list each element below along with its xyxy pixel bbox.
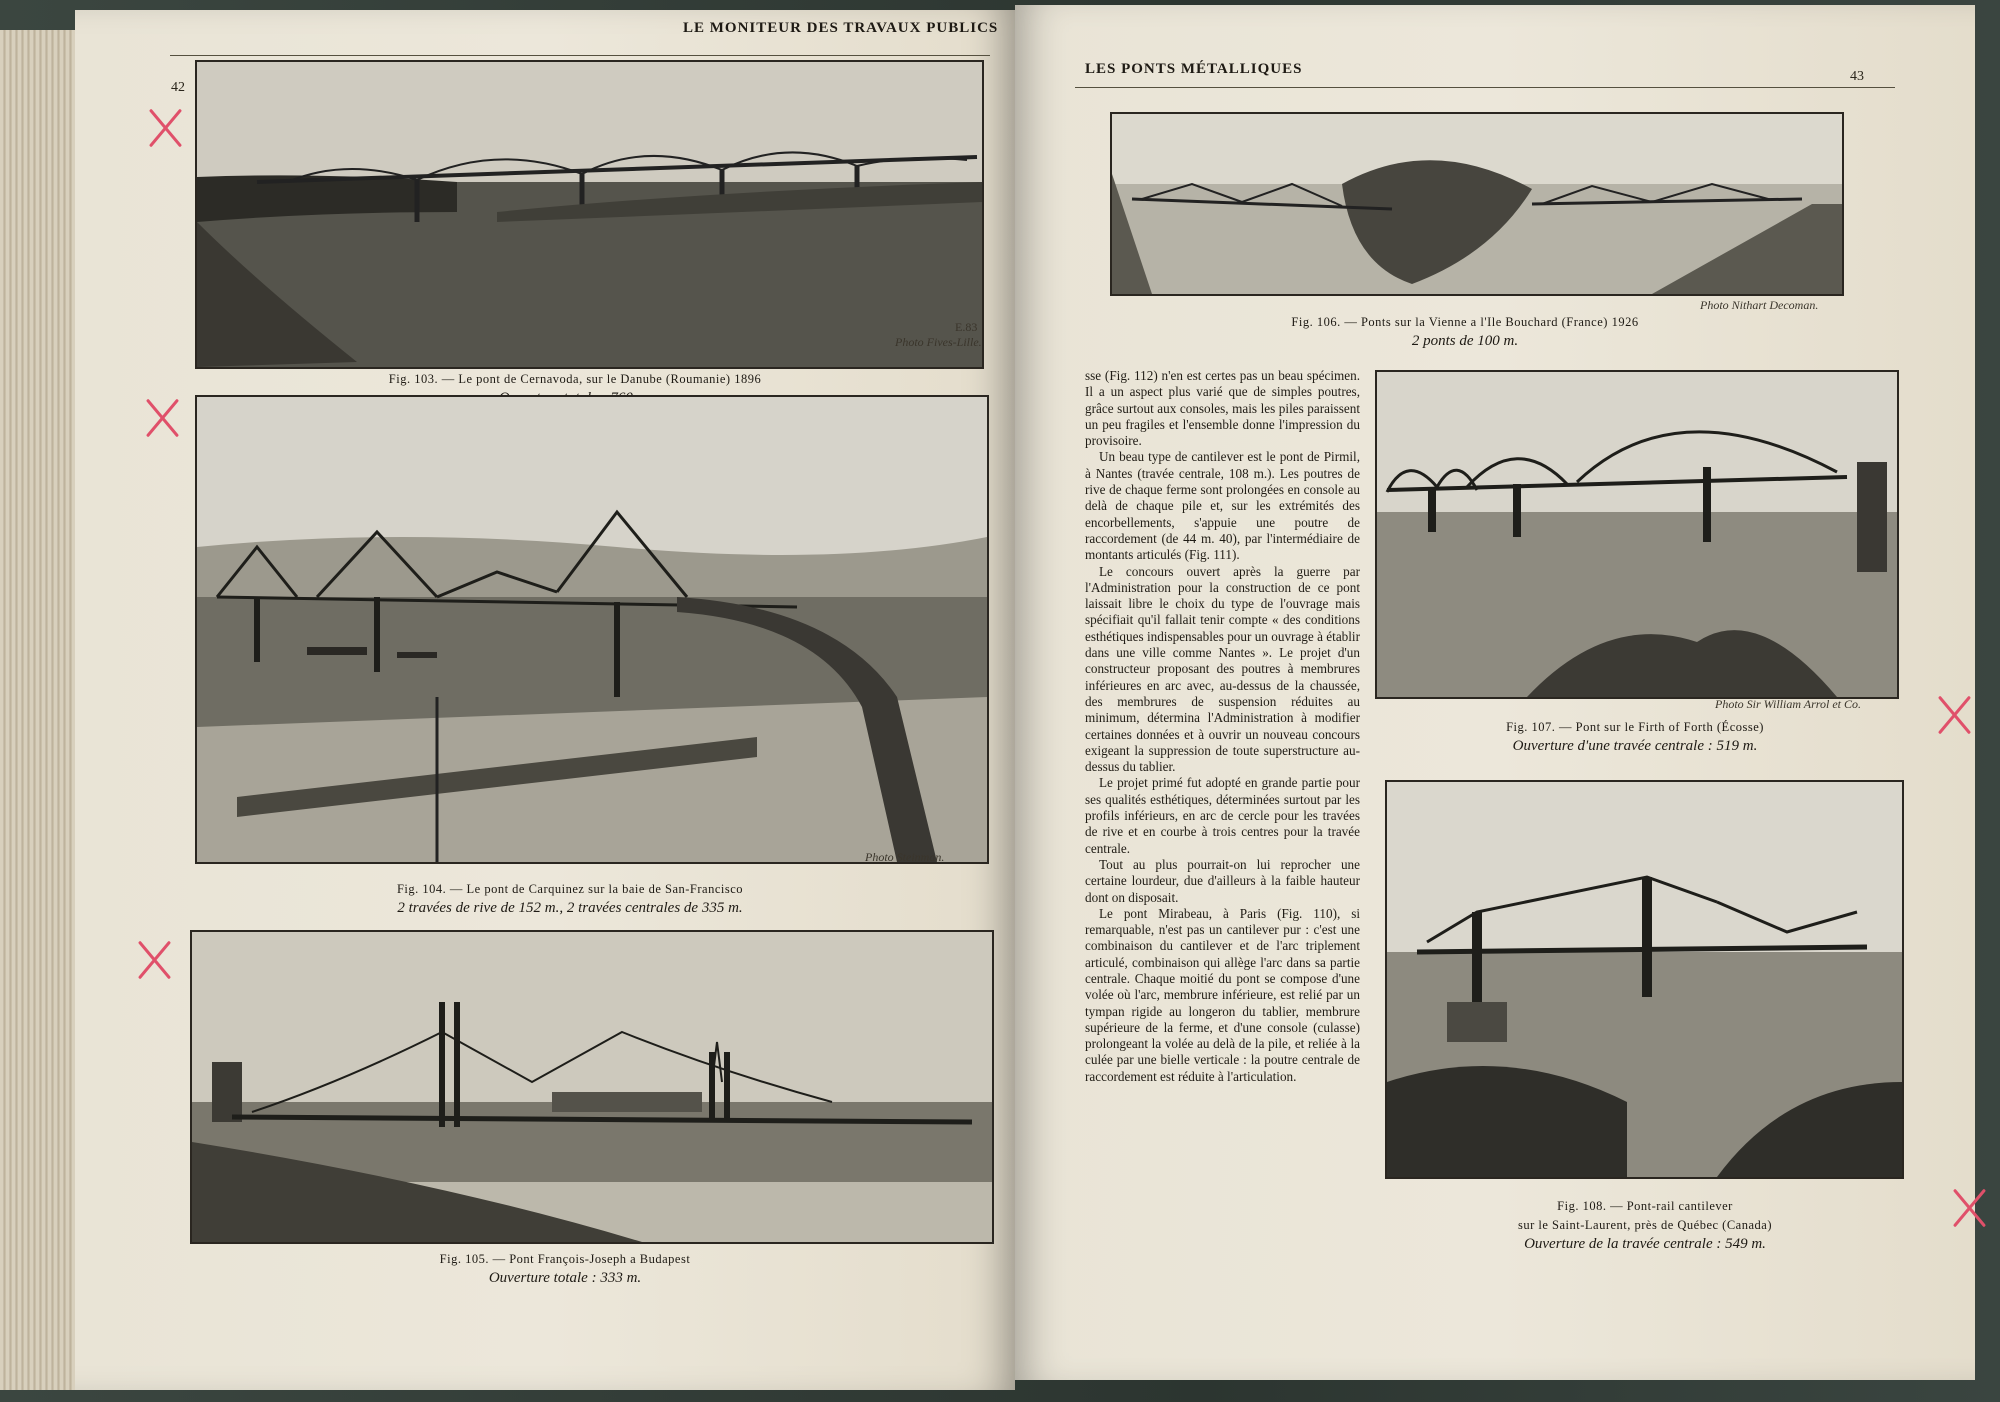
figure-caption-105	[305, 1250, 825, 1288]
caption-108-line2: sur le Saint-Laurent, près de Québec (Canada)	[1517, 1218, 1772, 1232]
caption-104: Fig. 104. — Le pont de Carquinez sur la baie de San-Francisco	[396, 882, 744, 896]
subcaption-108: Ouverture de la travée centrale : 549 m.	[1524, 1236, 1766, 1252]
photo-cernavoda-bridge	[195, 60, 984, 369]
running-head-right: LES PONTS MÉTALLIQUES	[1085, 61, 1303, 77]
photo-credit-106: Photo Nithart Decoman.	[1700, 298, 1819, 312]
paragraph: Le pont Mirabeau, à Paris (Fig. 110), si remarquable, n'est pas un cantilever pur : c'est une combinaison du cantilever et de l'arc triplement articulé, combinaison qui allège l'arc dans sa partie centrale. Chaque moitié du pont se compose d'une volée où l'arc, membrure inférieure, est relié par un tympan rigide au longeron du tablier, membrure supérieure de la ferme, et d'une console (culasse) prolongeant la volée au delà de la pile, et reliée à la culée par une bielle verticale : la poutre centrale de raccordement est réduite à l'articulation.	[1085, 905, 1360, 1084]
photo-credit-104: Photo Steinman.	[865, 850, 945, 864]
pencil-cross-mark	[135, 940, 175, 980]
pencil-cross-mark	[1935, 695, 1975, 735]
page-number-right: 43	[1850, 69, 1864, 84]
paragraph: Tout au plus pourrait-on lui reprocher une certaine lourdeur, due d'ailleurs à la faible hauteur dont on disposait.	[1085, 856, 1360, 905]
photo-credit-103: Photo Fives-Lille.	[895, 335, 982, 349]
running-head-left: LE MONITEUR DES TRAVAUX PUBLICS	[683, 20, 999, 36]
subcaption-105: Ouverture totale : 333 m.	[488, 1270, 642, 1286]
paragraph: sse (Fig. 112) n'en est certes pas un beau spécimen. Il a un aspect plus varié que de simples poutres, grâce surtout aux consoles, mais les piles paraissent un peu fragiles et l'ensemble donne l'impression du provisoire.	[1085, 368, 1360, 449]
figure-caption-107	[1395, 718, 1875, 756]
photo-quebec-bridge	[1385, 780, 1904, 1179]
page-number-left: 42	[171, 80, 185, 95]
paragraph: Un beau type de cantilever est le pont de Pirmil, à Nantes (travée centrale, 108 m.). Les poutres de rive de chaque ferme sont prolongées en console au delà de chaque pile et, sur les extrémités des encorbellements, s'appuie une poutre de raccordement (de 44 m. 40), par l'intermédiaire de montants articulés (Fig. 111).	[1085, 449, 1360, 563]
photo-firth-of-forth-bridge	[1375, 370, 1899, 699]
plate-mark: E.83	[955, 320, 978, 334]
photo-franz-joseph-bridge	[190, 930, 994, 1244]
subcaption-106: 2 ponts de 100 m.	[1411, 333, 1519, 349]
subcaption-107: Ouverture d'une travée centrale : 519 m.	[1512, 738, 1758, 754]
article-text	[1085, 368, 1360, 1085]
pencil-cross-mark	[146, 108, 186, 148]
figure-caption-106	[1165, 313, 1765, 351]
pencil-cross-mark	[143, 398, 183, 438]
left-page	[75, 10, 1015, 1390]
paragraph: Le concours ouvert après la guerre par l'Administration pour la construction de ce pont laissait libre le choix du type de l'ouvrage mais spécifiait qu'il fallait tenir compte « des conditions esthétiques indispensables pour un ouvrage à établir dans une ville comme Nantes ». Le projet d'un constructeur proposant des poutres à membrures inférieures en arc avec, au-dessus de la chaussée, des membrures de suspension réduites au minimum, détermina l'Administration à modifier certaines données et à ouvrir un nouveau concours exigeant la suppression de toute superstructure au-dessus du tablier.	[1085, 563, 1360, 775]
header-rule-right	[1075, 87, 1895, 88]
header-rule	[170, 55, 990, 56]
photo-vienne-bridges	[1110, 112, 1844, 296]
caption-107: Fig. 107. — Pont sur le Firth of Forth (Écosse)	[1506, 720, 1764, 734]
photo-carquinez-bridge	[195, 395, 989, 864]
caption-105: Fig. 105. — Pont François-Joseph a Budapest	[439, 1252, 691, 1266]
figure-caption-104	[225, 880, 915, 918]
paragraph: Le projet primé fut adopté en grande partie pour ses qualités esthétiques, déterminées surtout par les profils inférieurs, en arc de cercle pour les travées de rive et en courbe à trois centres pour la travée centrale.	[1085, 775, 1360, 856]
figure-caption-108	[1405, 1197, 1885, 1254]
caption-106: Fig. 106. — Ponts sur la Vienne a l'Ile Bouchard (France) 1926	[1291, 315, 1639, 329]
photo-credit-107: Photo Sir William Arrol et Co.	[1715, 697, 1862, 711]
pencil-cross-mark	[1950, 1188, 1990, 1228]
subcaption-104: 2 travées de rive de 152 m., 2 travées centrales de 335 m.	[397, 900, 743, 916]
caption-103: Fig. 103. — Le pont de Cernavoda, sur le Danube (Roumanie) 1896	[388, 372, 762, 386]
caption-108-line1: Fig. 108. — Pont-rail cantilever	[1557, 1199, 1733, 1213]
